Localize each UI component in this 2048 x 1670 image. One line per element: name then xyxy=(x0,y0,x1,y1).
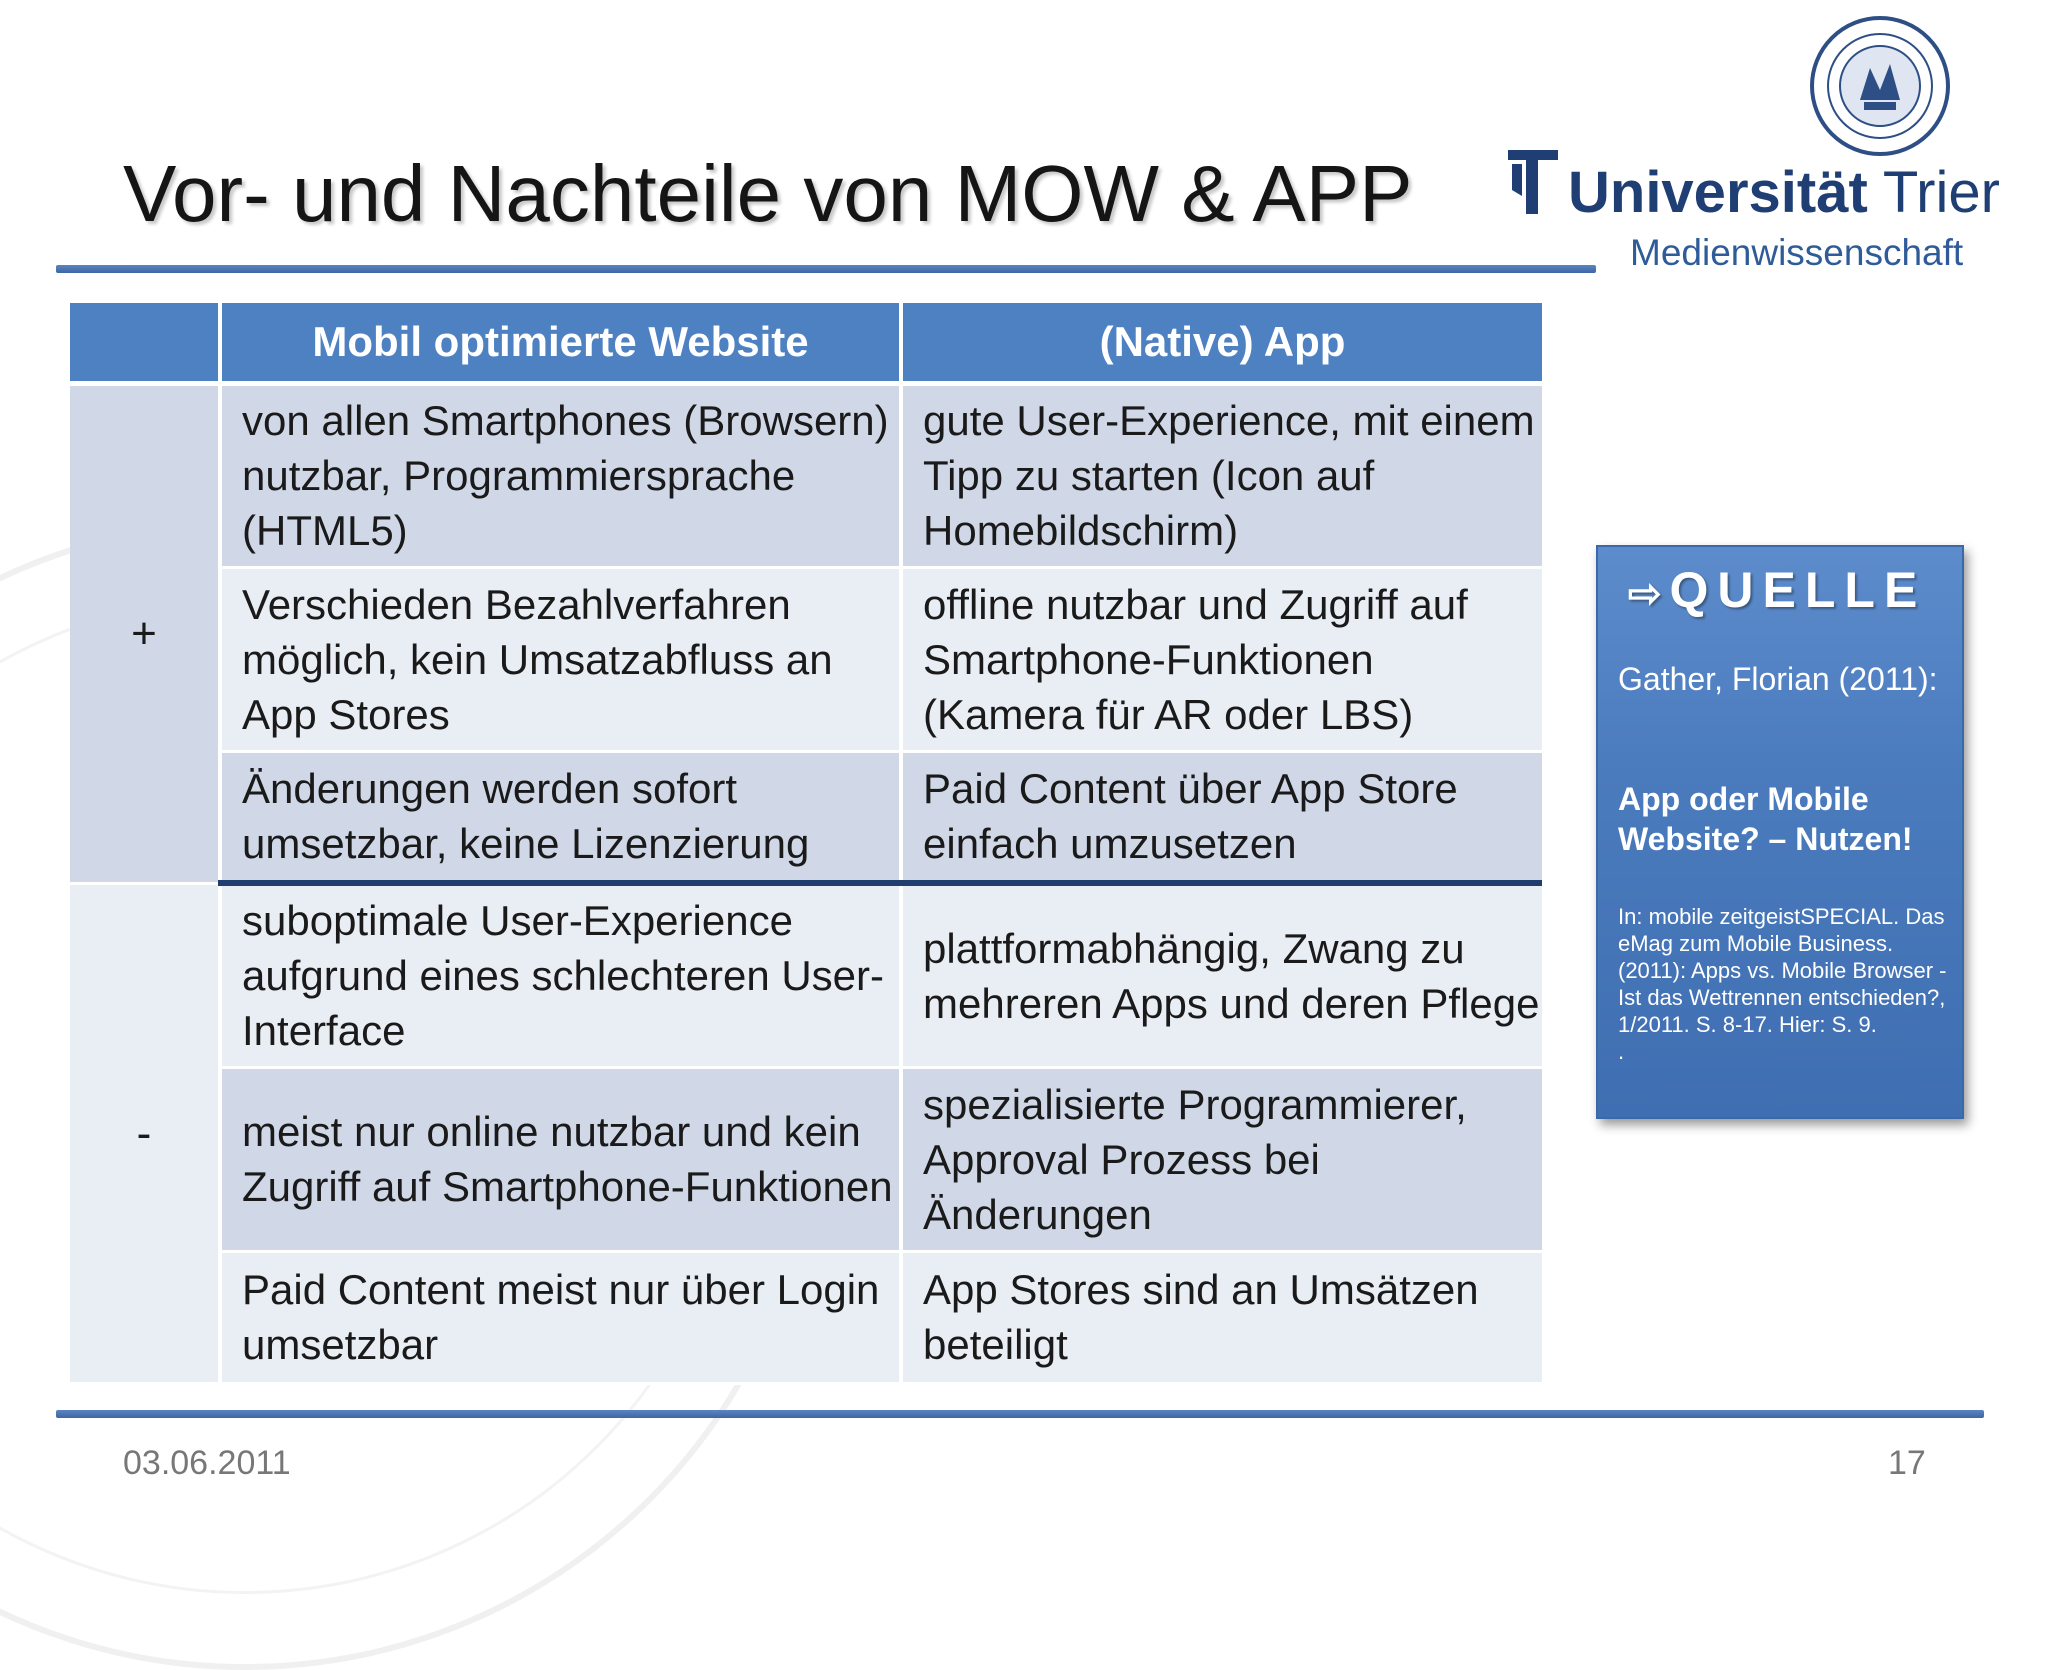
source-reference xyxy=(1618,903,1958,1065)
source-reference-text: In: mobile zeitgeistSPECIAL. Das eMag zum Mobile Business. (2011): Apps vs. Mobile Browser - Ist das Wettrennen entschieden?, 1/2011. S. 8-17. Hier: S. 9. xyxy=(1618,904,1947,1037)
university-name-bold: Universität xyxy=(1568,160,1868,225)
table-cell-app: offline nutzbar und Zugriff auf Smartphone-Funktionen (Kamera für AR oder LBS) xyxy=(901,567,1542,751)
department-name: Medienwissenschaft xyxy=(1630,232,1964,273)
university-logo-mark-icon xyxy=(1508,150,1558,214)
table-cell-mow: Änderungen werden sofort umsetzbar, keine Lizenzierung xyxy=(220,751,901,883)
university-name xyxy=(1568,160,2000,226)
table-header-empty xyxy=(70,303,220,383)
table-header-app: (Native) App xyxy=(901,303,1542,383)
university-seal-icon xyxy=(1810,16,1950,156)
table-cell-app: gute User-Experience, mit einem Tipp zu starten (Icon auf Homebildschirm) xyxy=(901,383,1542,567)
slide-title: Vor- und Nachteile von MOW & APP xyxy=(123,149,1413,238)
table-header-mow: Mobil optimierte Website xyxy=(220,303,901,383)
source-heading-text: QUELLE xyxy=(1669,562,1927,618)
footer-divider xyxy=(56,1410,1984,1418)
footer-date: 03.06.2011 xyxy=(123,1444,291,1482)
comparison-table xyxy=(70,303,1542,1385)
source-title: App oder Mobile Website? – Nutzen! xyxy=(1618,781,1913,857)
table-row xyxy=(70,1067,1542,1251)
university-city: Trier xyxy=(1882,160,2000,225)
table-row xyxy=(70,883,1542,1067)
source-heading xyxy=(1628,561,1926,619)
table-row xyxy=(70,751,1542,883)
table-row xyxy=(70,383,1542,567)
table-cell-mow: Paid Content meist nur über Login umsetzbar xyxy=(220,1251,901,1383)
table-cell-app: plattformabhängig, Zwang zu mehreren Apps und deren Pflege xyxy=(901,883,1542,1067)
table-cell-mow: Verschieden Bezahlverfahren möglich, kein Umsatzabfluss an App Stores xyxy=(220,567,901,751)
source-box xyxy=(1596,545,1964,1119)
table-cell-mow: suboptimale User-Experience aufgrund eines schlechteren User-Interface xyxy=(220,883,901,1067)
table-cell-mow: meist nur online nutzbar und kein Zugriff auf Smartphone-Funktionen xyxy=(220,1067,901,1251)
table-cell-app: spezialisierte Programmierer, Approval Prozess bei Änderungen xyxy=(901,1067,1542,1251)
source-reference-trailing: . xyxy=(1618,1039,1625,1064)
page-number: 17 xyxy=(1888,1444,1926,1482)
table-cell-app: Paid Content über App Store einfach umzusetzen xyxy=(901,751,1542,883)
table-row xyxy=(70,1251,1542,1383)
source-author: Gather, Florian (2011): xyxy=(1618,661,1938,697)
table-cell-mow: von allen Smartphones (Browsern) nutzbar, Programmiersprache (HTML5) xyxy=(220,383,901,567)
minus-label: - xyxy=(70,883,220,1383)
title-divider xyxy=(56,265,1596,273)
table-cell-app: App Stores sind an Umsätzen beteiligt xyxy=(901,1251,1542,1383)
table-row xyxy=(70,567,1542,751)
table-header-row xyxy=(70,303,1542,383)
plus-label: + xyxy=(70,383,220,883)
arrow-right-icon: ⇨ xyxy=(1628,572,1662,616)
